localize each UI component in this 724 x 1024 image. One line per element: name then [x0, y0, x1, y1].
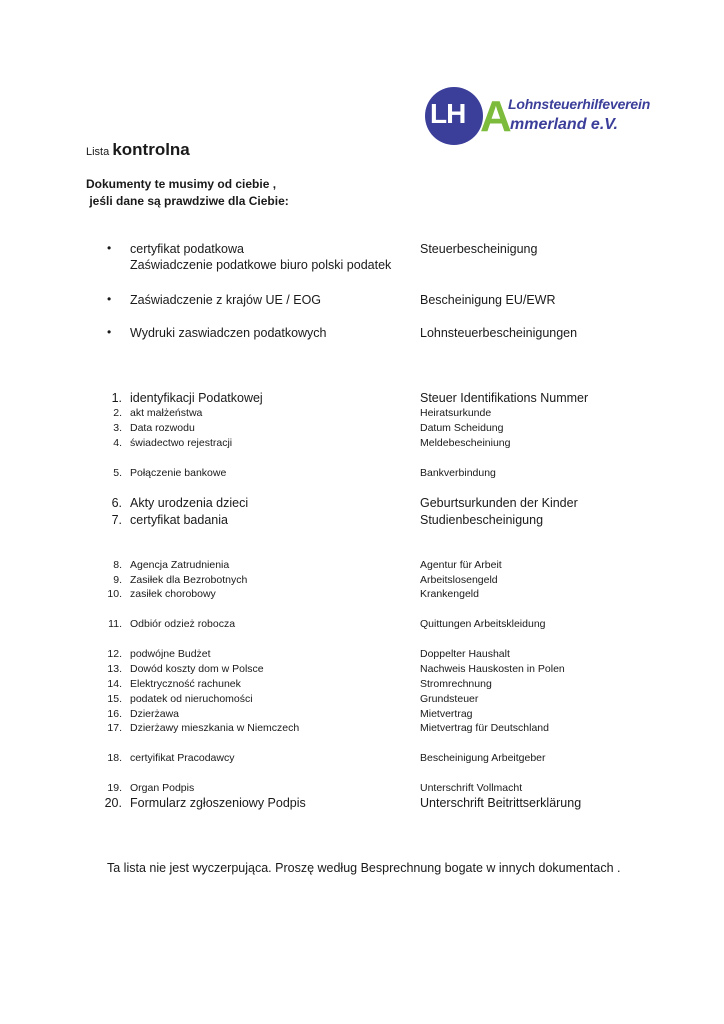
- item-pl: Połączenie bankowe: [130, 467, 227, 479]
- bullet-marker: •: [107, 241, 112, 255]
- item-number: 11.: [108, 618, 122, 630]
- item-de: Doppelter Haushalt: [420, 648, 510, 660]
- bullet-pl-secondary: Zaświadczenie podatkowe biuro polski podatek: [130, 258, 392, 272]
- item-de: Krankengeld: [420, 588, 479, 600]
- item-number: 5.: [113, 467, 122, 479]
- item-de: Quittungen Arbeitskleidung: [420, 618, 546, 630]
- item-number: 9.: [113, 574, 122, 586]
- item-pl: Dzierżawa: [130, 708, 180, 720]
- item-number: 10.: [107, 588, 122, 600]
- footer-note: Ta lista nie jest wyczerpująca. Proszę według Besprechnung bogate w innych dokumentach .: [107, 861, 621, 875]
- item-pl: Data rozwodu: [130, 422, 195, 434]
- bullet-marker: •: [107, 292, 112, 306]
- item-de: Bankverbindung: [420, 467, 496, 479]
- item-number: 20.: [104, 796, 122, 810]
- item-pl: Agencja Zatrudnienia: [130, 559, 230, 571]
- item-pl: certyfikat badania: [130, 513, 228, 527]
- bullet-de: Bescheinigung EU/EWR: [420, 293, 556, 307]
- item-pl: Dzierżawy mieszkania w Niemczech: [130, 722, 300, 734]
- item-number: 6.: [111, 496, 122, 510]
- item-de: Steuer Identifikations Nummer: [420, 391, 589, 405]
- item-de: Geburtsurkunden der Kinder: [420, 496, 578, 510]
- item-number: 3.: [113, 422, 122, 434]
- item-number: 8.: [113, 559, 122, 571]
- item-pl: akt małżeństwa: [130, 407, 203, 419]
- item-de: Heiratsurkunde: [420, 407, 492, 419]
- bullet-pl: Wydruki zaswiadczen podatkowych: [130, 326, 327, 340]
- item-de: Grundsteuer: [420, 693, 479, 705]
- item-number: 15.: [107, 693, 122, 705]
- item-de: Agentur für Arbeit: [420, 559, 502, 571]
- item-de: Arbeitslosengeld: [420, 574, 498, 586]
- logo-line1: Lohnsteuerhilfeverein: [508, 96, 651, 112]
- bullet-pl: Zaświadczenie z krajów UE / EOG: [130, 293, 322, 307]
- item-number: 13.: [107, 663, 122, 675]
- item-pl: podwójne Budżet: [130, 648, 211, 660]
- item-pl: Odbiór odzież robocza: [130, 618, 236, 630]
- bullet-de: Lohnsteuerbescheinigungen: [420, 326, 578, 340]
- item-number: 7.: [111, 513, 122, 527]
- item-pl: świadectwo rejestracji: [130, 437, 233, 449]
- item-de: Datum Scheidung: [420, 422, 504, 434]
- item-de: Unterschrift Vollmacht: [420, 782, 523, 794]
- item-de: Unterschrift Beitrittserklärung: [420, 796, 582, 810]
- item-pl: Zasiłek dla Bezrobotnych: [130, 574, 248, 586]
- item-pl: Elektryczność rachunek: [130, 678, 241, 690]
- item-pl: certyifikat Pracodawcy: [130, 752, 235, 764]
- item-de: Meldebescheiniung: [420, 437, 511, 449]
- bullet-pl: certyfikat podatkowa: [130, 242, 244, 256]
- item-number: 16.: [107, 708, 122, 720]
- intro-line2: jeśli dane są prawdziwe dla Ciebie:: [86, 194, 289, 208]
- logo-a-letter: A: [480, 92, 512, 141]
- item-pl: Organ Podpis: [130, 782, 195, 794]
- page-title: [86, 140, 190, 160]
- intro: [86, 176, 289, 210]
- intro-line1: Dokumenty te musimy od ciebie ,: [86, 177, 277, 191]
- item-pl: podatek od nieruchomości: [130, 693, 253, 705]
- item-pl: Dowód koszty dom w Polsce: [130, 663, 264, 675]
- item-number: 1.: [111, 391, 122, 405]
- item-de: Stromrechnung: [420, 678, 492, 690]
- logo-letters: LH: [430, 98, 466, 129]
- logo: [424, 84, 651, 148]
- item-de: Mietvertrag für Deutschland: [420, 722, 549, 734]
- item-number: 14.: [107, 678, 122, 690]
- item-number: 2.: [113, 407, 122, 419]
- bullet-de: Steuerbescheinigung: [420, 242, 538, 256]
- item-number: 19.: [107, 782, 122, 794]
- item-pl: Formularz zgłoszeniowy Podpis: [130, 796, 306, 810]
- item-number: 18.: [107, 752, 122, 764]
- title-main: kontrolna: [112, 140, 190, 159]
- item-de: Studienbescheinigung: [420, 513, 544, 527]
- item-pl: identyfikacji Podatkowej: [130, 391, 263, 405]
- item-number: 17.: [107, 722, 122, 734]
- item-de: Nachweis Hauskosten in Polen: [420, 663, 565, 675]
- item-pl: zasiłek chorobowy: [130, 588, 216, 600]
- bullet-marker: •: [107, 325, 112, 339]
- item-de: Bescheinigung Arbeitgeber: [420, 752, 546, 764]
- title-prefix: Lista: [86, 146, 110, 158]
- item-de: Mietvertrag: [420, 708, 473, 720]
- logo-line2: mmerland e.V.: [510, 116, 618, 133]
- item-number: 12.: [107, 648, 122, 660]
- item-number: 4.: [113, 437, 122, 449]
- item-pl: Akty urodzenia dzieci: [130, 496, 249, 510]
